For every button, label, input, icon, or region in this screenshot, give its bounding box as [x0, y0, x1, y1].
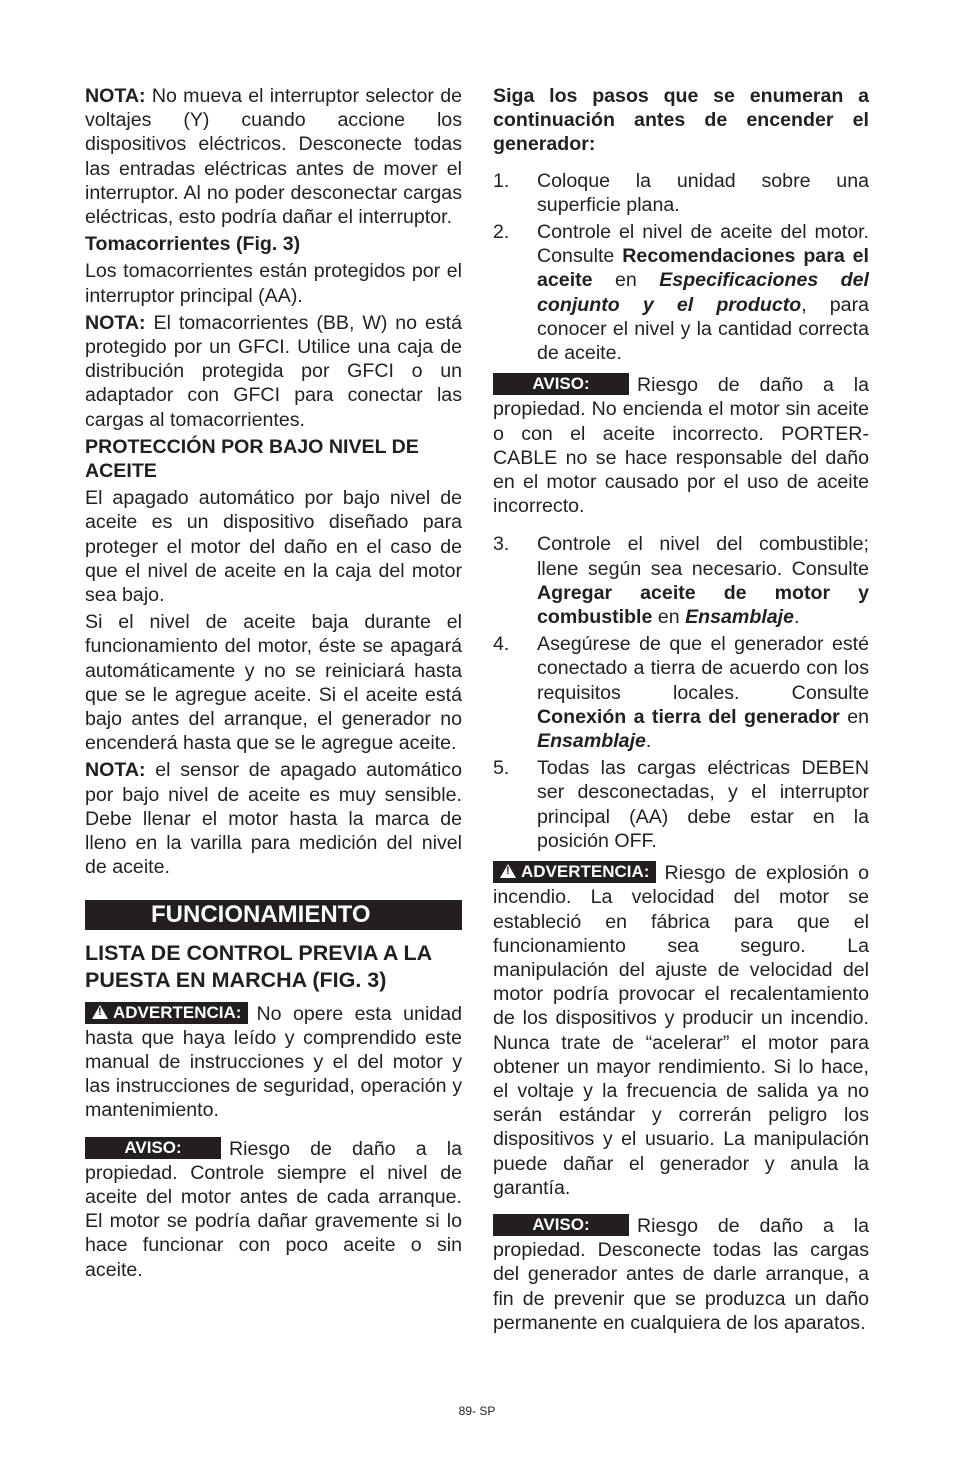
notice-text: Riesgo de daño a la propiedad. Controle siempre el nivel de aceite del motor antes de cada arranque. El motor se podría dañar gravemente si lo hace funcionar con poco aceite o sin aceite.	[85, 1137, 462, 1281]
nota-label: NOTA:	[85, 311, 146, 334]
warning-text: Riesgo de explosión o incendio. La velocidad del motor se estableció en fábrica para que el funcionamiento sea seguro. La manipulación del ajuste de velocidad del motor podría provocar el recalentamiento de los dispositivos y producir un incendio. Nunca trate de “acelerar” el motor para obtener un mayor rendimiento. Si lo hace, el voltaje y la frecuencia de salida ya no serán estándar y correrán peligro los dispositivos y el usuario. La manipulación puede dañar el generador y anula la garantía.	[493, 862, 869, 1199]
steps-list-b	[493, 532, 869, 853]
step-number: 3.	[493, 533, 510, 556]
nota-label: NOTA:	[85, 759, 146, 782]
step-reference: Conexión a tierra del generador	[537, 705, 840, 728]
aviso-nivel-aceite	[85, 1137, 462, 1282]
step-number: 4.	[493, 633, 510, 656]
tomacorrientes-heading: Tomacorrientes (Fig. 3)	[85, 233, 301, 256]
warning-triangle-icon	[92, 1005, 108, 1019]
proteccion-paragraph-2: Si el nivel de aceite baja durante el funcionamiento del motor, éste se apagará automáticamente y no se reiniciará hasta que se le agregue aceite. Si el aceite está bajo antes del arranque, el generador no encenderá hasta que se le agregue aceite.	[85, 611, 462, 755]
section-title-funcionamiento: FUNCIONAMIENTO	[85, 900, 462, 930]
proteccion-heading: PROTECCIÓN POR BAJO NIVEL DE ACEITE	[85, 435, 419, 483]
warning-label-text: ADVERTENCIA:	[113, 1002, 242, 1022]
aviso-sin-aceite	[493, 373, 869, 518]
step-text: Coloque la unidad sobre una superficie plana.	[537, 169, 869, 216]
step-item	[493, 220, 869, 365]
tomacorrientes-text: Los tomacorrientes están protegidos por el interruptor principal (AA).	[85, 260, 462, 307]
steps-list-a	[493, 169, 869, 366]
step-number: 5.	[493, 757, 510, 780]
step-text: , para conocer el nivel y la cantidad correcta de aceite.	[537, 293, 870, 365]
step-item	[493, 532, 869, 629]
step-text: Todas las cargas eléctricas DEBEN ser desconectadas, y el interruptor principal (AA) debe estar en la posición OFF.	[537, 757, 869, 852]
nota-label: NOTA:	[85, 85, 146, 107]
notice-label: AVISO:	[493, 373, 629, 395]
step-item	[493, 632, 869, 753]
aviso-desconecte-cargas	[493, 1214, 869, 1335]
step-item	[493, 756, 869, 853]
warning-label-text: ADVERTENCIA:	[521, 862, 650, 882]
advertencia-no-opere	[85, 1002, 462, 1123]
checklist-heading: LISTA DE CONTROL PREVIA A LA PUESTA EN MARCHA (FIG. 3)	[85, 940, 432, 992]
warning-label	[85, 1002, 248, 1024]
step-text: en	[592, 269, 660, 292]
step-text: .	[645, 730, 652, 753]
warning-label	[493, 861, 656, 883]
nota-selector-voltajes	[85, 84, 462, 229]
step-text: Controle el nivel del combustible; llene según sea necesario. Consulte	[537, 533, 869, 580]
step-text: en	[652, 606, 686, 629]
step-reference: Ensamblaje	[685, 606, 794, 629]
nota-sensor	[85, 758, 462, 879]
notice-label: AVISO:	[85, 1137, 221, 1159]
nota-text: No mueva el interruptor selector de voltajes (Y) cuando accione los dispositivos eléctricos. Desconecte todas las entradas eléctricas antes de mover el interruptor. Al no poder desconectar cargas eléctricas, esto podría dañar el interruptor.	[85, 85, 462, 229]
left-column	[85, 84, 462, 1296]
step-text: .	[794, 606, 800, 629]
step-reference: Ensamblaje	[537, 730, 646, 753]
advertencia-explosion	[493, 861, 869, 1200]
step-item	[493, 169, 869, 217]
notice-text: Riesgo de daño a la propiedad. Desconecte todas las cargas del generador antes de darle arranque, a fin de prevenir que se produzca un daño permanente en cualquiera de los aparatos.	[493, 1214, 869, 1334]
step-number: 1.	[493, 169, 510, 192]
nota-text: El tomacorrientes (BB, W) no está protegido por un GFCI. Utilice una caja de distribución protegida por GFCI o un adaptador con GFCI para conectar las cargas al tomacorrientes.	[85, 311, 462, 431]
step-reference: Agregar aceite de motor y combustible	[537, 581, 869, 629]
page-number: 89- SP	[458, 1404, 496, 1418]
nota-gfci	[85, 311, 462, 432]
steps-intro: Siga los pasos que se enumeran a continuación antes de encender el generador:	[493, 85, 869, 156]
step-number: 2.	[493, 221, 510, 244]
step-reference: Especificaciones del conjunto y el producto	[537, 269, 869, 316]
notice-text: Riesgo de daño a la propiedad. No encienda el motor sin aceite o con el aceite incorrecto. PORTER-CABLE no se hace responsable del daño en el motor causado por el uso de aceite incorrecto.	[493, 374, 869, 518]
right-column	[493, 84, 869, 1349]
nota-text: el sensor de apagado automático por bajo nivel de aceite es muy sensible. Debe llenar el motor hasta la marca de lleno en la varilla para medición del nivel de aceite.	[85, 759, 462, 879]
warning-text: No opere esta unidad hasta que haya leído y comprendido este manual de instrucciones y el del motor y las instrucciones de seguridad, operación y mantenimiento.	[85, 1002, 462, 1122]
warning-triangle-icon	[500, 864, 516, 878]
step-text: en	[839, 705, 869, 728]
step-reference: Recomendaciones para el aceite	[537, 245, 869, 292]
step-text: Controle el nivel de aceite del motor. Consulte	[537, 221, 869, 268]
step-text: Asegúrese de que el generador esté conectado a tierra de acuerdo con los requisitos locales. Consulte	[537, 633, 869, 704]
notice-label: AVISO:	[493, 1214, 629, 1236]
proteccion-paragraph-1: El apagado automático por bajo nivel de aceite es un dispositivo diseñado para proteger el motor del daño en el caso de que el nivel de aceite en la caja del motor sea bajo.	[85, 487, 462, 607]
